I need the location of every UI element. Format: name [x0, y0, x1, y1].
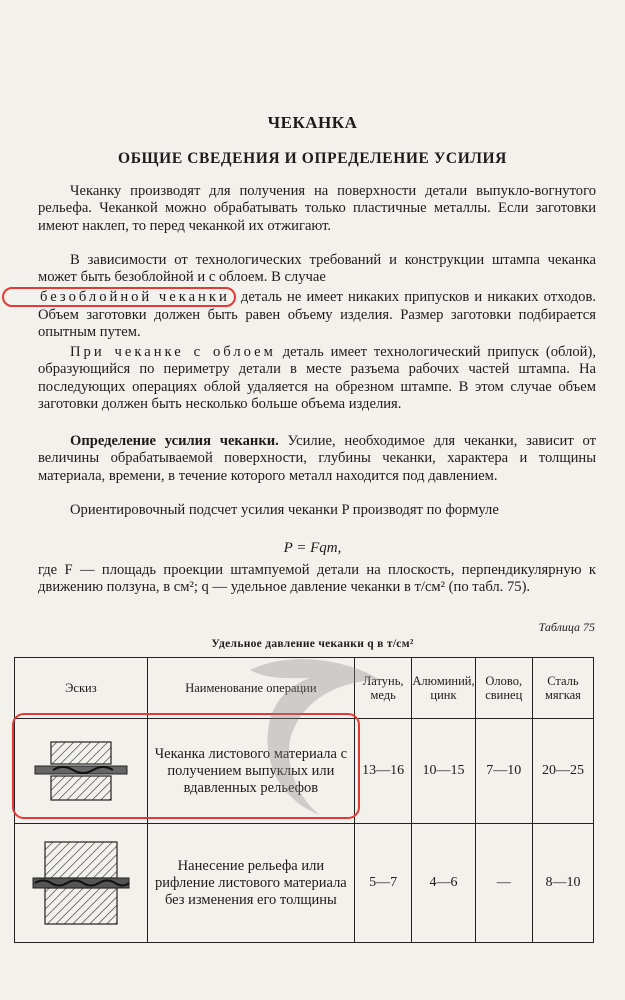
paragraph-2-end: деталь не имеет никаких припусков и никаких отходов. Объем заготовки должен быть равен объему изделия. Размер заготовки подбирается опытным путем.	[38, 288, 596, 341]
paragraph-4	[38, 433, 596, 485]
page-title: ЧЕКАНКА	[267, 113, 358, 132]
value-steel-1: 20—25	[532, 719, 593, 824]
paragraph-1	[38, 183, 596, 235]
paragraph-2	[38, 252, 596, 342]
paragraph-3-spaced: При чеканке с облоем	[70, 344, 276, 360]
header-brass: Латунь, медь	[354, 658, 411, 719]
table-caption: Удельное давление чеканки q в т/см²	[211, 638, 414, 650]
paragraph-3-rest: деталь имеет технологический припуск (облой), образующийся по периметру детали в месте разъема рабочих частей штампа. На последующих операциях облой удаляется на обрезном штампе. В этом случае объем заготовки должен быть несколько больше объема изделия.	[38, 344, 597, 413]
paragraph-4-heading: Определение усилия чеканки.	[70, 433, 279, 449]
value-tin-1: 7—10	[475, 719, 532, 824]
value-brass-2: 5—7	[354, 824, 411, 943]
header-operation: Наименование операции	[147, 658, 354, 719]
paragraph-6-text: где F — площадь проекции штампуемой детали на плоскость, перпендикулярную к движению ползуна, в см²; q — удельное давление чеканки в т/см² (по табл. 75).	[38, 562, 596, 596]
embossing-sketch-icon	[31, 838, 131, 928]
watermark-icon	[230, 640, 400, 820]
header-tin: Олово, свинец	[475, 658, 532, 719]
paragraph-2-start: В зависимости от технологических требований и конструкции штампа чеканка может быть безоблойной и с облоем. В случае	[38, 252, 596, 286]
value-brass-1: 13—16	[354, 719, 411, 824]
paragraph-5	[38, 502, 596, 519]
formula: P = Fqm,	[283, 540, 342, 556]
paragraph-3	[38, 344, 596, 414]
header-steel: Сталь мягкая	[532, 658, 593, 719]
section-subtitle: ОБЩИЕ СВЕДЕНИЯ И ОПРЕДЕЛЕНИЕ УСИЛИЯ	[118, 150, 507, 167]
operation-name-2: Нанесение рельефа или рифление листового материала без изменения его толщины	[147, 824, 354, 943]
paragraph-4-rest: Усилие, необходимое для чеканки, зависит от величины обрабатываемой поверхности, глубины чеканки, характера и толщины материала, времени, в течение которого металл находится под давлением.	[38, 433, 596, 484]
paragraph-5-text: Ориентировочный подсчет усилия чеканки P производят по формуле	[70, 502, 499, 518]
header-sketch: Эскиз	[15, 658, 148, 719]
value-tin-2: —	[475, 824, 532, 943]
value-steel-2: 8—10	[532, 824, 593, 943]
table-label: Таблица 75	[538, 620, 595, 634]
sketch-embossing	[15, 824, 148, 943]
paragraph-1-text: Чеканку производят для получения на поверхности детали выпукло-вогнутого рельефа. Чеканкой можно обрабатывать только пластичные металлы. Если заготовки имеют наклеп, то перед чеканкой их отжигают.	[38, 183, 596, 234]
value-aluminum-1: 10—15	[412, 719, 475, 824]
paragraph-6	[38, 562, 596, 597]
highlighted-term: безоблойной чеканки	[2, 287, 236, 307]
operation-name-1: Чеканка листового материала с получением выпуклых или вдавленных рельефов	[147, 719, 354, 824]
table-row	[15, 824, 594, 943]
header-aluminum: Алюминий, цинк	[412, 658, 475, 719]
value-aluminum-2: 4—6	[412, 824, 475, 943]
